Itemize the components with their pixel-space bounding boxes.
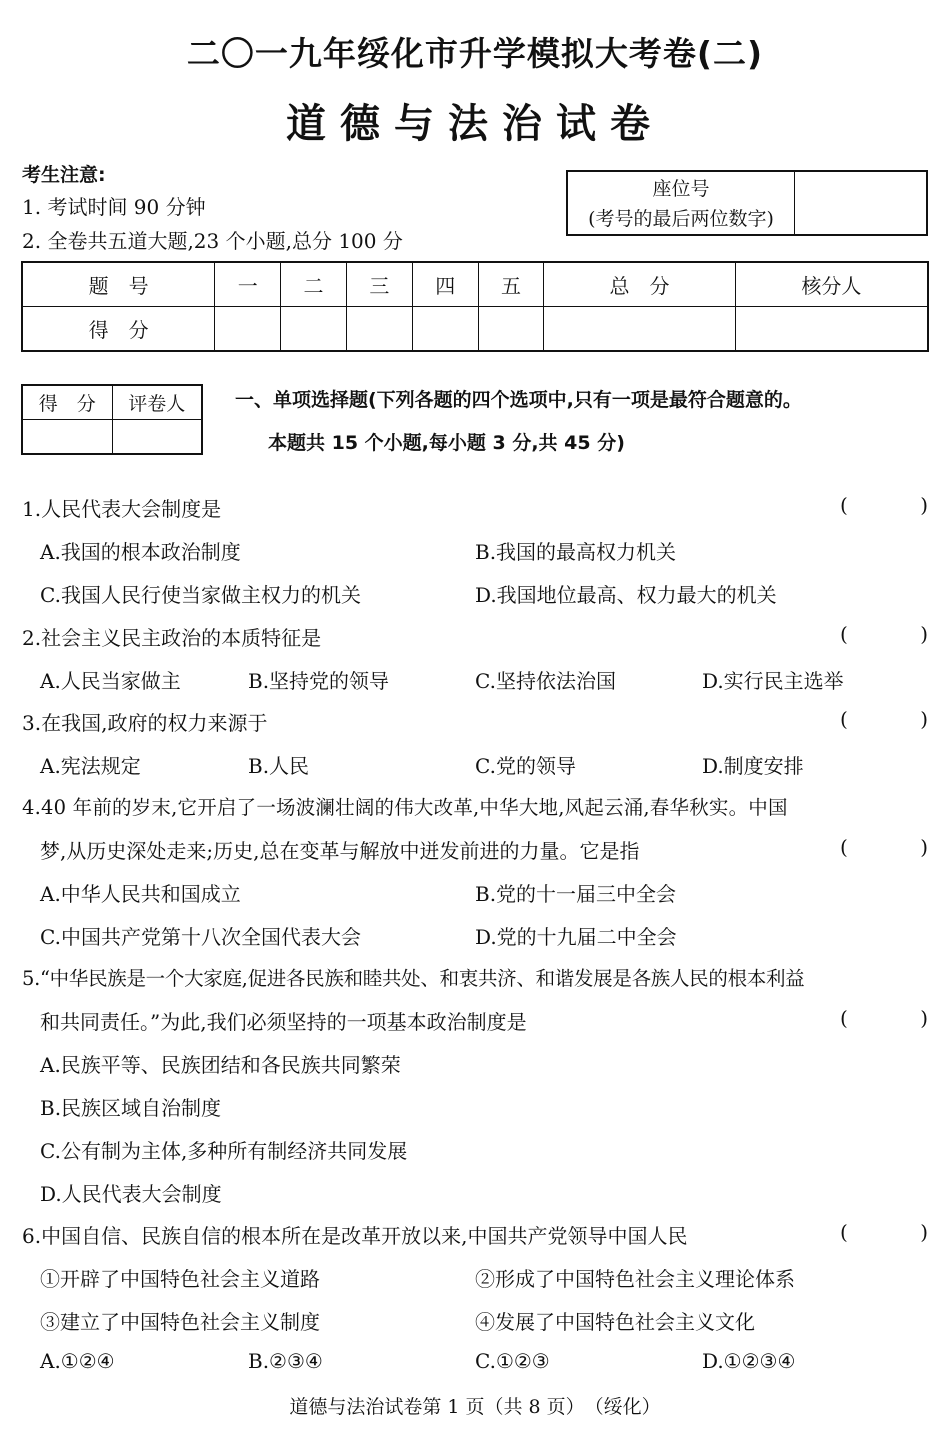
score-header-cell: 题 号 bbox=[22, 262, 215, 307]
option: B.党的十一届三中全会 bbox=[475, 882, 677, 906]
option: A.人民当家做主 bbox=[40, 669, 181, 693]
grader-box bbox=[21, 384, 203, 455]
option: B.人民 bbox=[248, 754, 310, 778]
option: C.公有制为主体,多种所有制经济共同发展 bbox=[40, 1139, 408, 1163]
option: D.制度安排 bbox=[702, 754, 804, 778]
grader-score-label: 得 分 bbox=[22, 385, 112, 420]
score-row-label: 得 分 bbox=[22, 307, 215, 352]
seat-label-line: 座位号 bbox=[652, 178, 710, 200]
section-heading: 一、单项选择题(下列各题的四个选项中,只有一项是最符合题意的。 bbox=[235, 389, 802, 411]
score-header-cell: 二 bbox=[281, 262, 347, 307]
option: C.党的领导 bbox=[475, 754, 576, 778]
option: C.坚持依法治国 bbox=[475, 669, 616, 693]
notice-item: 1. 考试时间 90 分钟 bbox=[22, 195, 206, 219]
question-stem-cont: 和共同责任。”为此,我们必须坚持的一项基本政治制度是 bbox=[40, 1010, 527, 1034]
statement: ③建立了中国特色社会主义制度 bbox=[40, 1310, 320, 1334]
option: C.①②③ bbox=[475, 1349, 550, 1373]
option: B.我国的最高权力机关 bbox=[475, 540, 677, 564]
option: D.人民代表大会制度 bbox=[40, 1182, 222, 1206]
option: B.②③④ bbox=[248, 1349, 323, 1373]
option: A.中华人民共和国成立 bbox=[40, 882, 241, 906]
section-instructions: 本题共 15 个小题,每小题 3 分,共 45 分) bbox=[268, 432, 625, 454]
option: D.党的十九届二中全会 bbox=[475, 925, 677, 949]
seat-number-field[interactable] bbox=[795, 172, 926, 234]
question-stem: 2.社会主义民主政治的本质特征是 bbox=[22, 626, 322, 650]
question-stem: 4.40 年前的岁末,它开启了一场波澜壮阔的伟大改革,中华大地,风起云涌,春华秋实。中国 bbox=[22, 796, 788, 819]
seat-number-box bbox=[566, 170, 928, 236]
question-stem: 1.人民代表大会制度是 bbox=[22, 497, 222, 521]
option: A.宪法规定 bbox=[40, 754, 141, 778]
answer-bracket[interactable]: ( ) bbox=[840, 493, 928, 517]
answer-bracket[interactable]: ( ) bbox=[840, 707, 928, 731]
exam-title: 二〇一九年绥化市升学模拟大考卷(二) bbox=[186, 34, 764, 73]
question-stem: 3.在我国,政府的权力来源于 bbox=[22, 711, 268, 735]
score-header-cell: 核分人 bbox=[735, 262, 928, 307]
option: C.中国共产党第十八次全国代表大会 bbox=[40, 925, 361, 949]
grader-score-cell[interactable] bbox=[22, 420, 112, 455]
score-cell[interactable] bbox=[281, 307, 347, 352]
page-footer: 道德与法治试卷第 1 页（共 8 页） （绥化） bbox=[289, 1396, 661, 1418]
answer-bracket[interactable]: ( ) bbox=[840, 835, 928, 859]
score-cell[interactable] bbox=[478, 307, 544, 352]
subject-title: 道德与法治试卷 bbox=[286, 101, 664, 147]
option: D.实行民主选举 bbox=[702, 669, 844, 693]
score-cell[interactable] bbox=[735, 307, 928, 352]
score-header-cell: 五 bbox=[478, 262, 544, 307]
seat-number-label bbox=[568, 172, 795, 234]
grader-name-label: 评卷人 bbox=[112, 385, 202, 420]
statement: ①开辟了中国特色社会主义道路 bbox=[40, 1267, 320, 1291]
score-table-score-row bbox=[22, 307, 928, 352]
score-table bbox=[21, 261, 929, 352]
answer-bracket[interactable]: ( ) bbox=[840, 622, 928, 646]
grader-name-cell[interactable] bbox=[112, 420, 202, 455]
score-table-header-row bbox=[22, 262, 928, 307]
option: D.我国地位最高、权力最大的机关 bbox=[475, 583, 777, 607]
score-header-cell: 总 分 bbox=[544, 262, 735, 307]
score-header-cell: 四 bbox=[412, 262, 478, 307]
option: B.民族区域自治制度 bbox=[40, 1096, 222, 1120]
question-stem: 6.中国自信、民族自信的根本所在是改革开放以来,中国共产党领导中国人民 bbox=[22, 1224, 688, 1248]
answer-bracket[interactable]: ( ) bbox=[840, 1006, 928, 1030]
statement: ②形成了中国特色社会主义理论体系 bbox=[475, 1267, 795, 1291]
notice-heading: 考生注意: bbox=[22, 164, 106, 186]
statement: ④发展了中国特色社会主义文化 bbox=[475, 1310, 755, 1334]
option: D.①②③④ bbox=[702, 1349, 796, 1373]
option: A.我国的根本政治制度 bbox=[40, 540, 241, 564]
option: A.①②④ bbox=[40, 1349, 115, 1373]
answer-bracket[interactable]: ( ) bbox=[840, 1220, 928, 1244]
score-cell[interactable] bbox=[215, 307, 281, 352]
option: B.坚持党的领导 bbox=[248, 669, 390, 693]
score-cell[interactable] bbox=[346, 307, 412, 352]
notice-item: 2. 全卷共五道大题,23 个小题,总分 100 分 bbox=[22, 229, 403, 253]
question-stem-cont: 梦,从历史深处走来;历史,总在变革与解放中迸发前进的力量。它是指 bbox=[40, 839, 640, 863]
option: A.民族平等、民族团结和各民族共同繁荣 bbox=[40, 1053, 401, 1077]
score-cell[interactable] bbox=[544, 307, 735, 352]
seat-label-note: (考号的最后两位数字) bbox=[588, 208, 774, 230]
question-stem: 5.“中华民族是一个大家庭,促进各民族和睦共处、和衷共济、和谐发展是各族人民的根本利益 bbox=[22, 967, 805, 990]
option: C.我国人民行使当家做主权力的机关 bbox=[40, 583, 361, 607]
score-cell[interactable] bbox=[412, 307, 478, 352]
score-header-cell: 三 bbox=[346, 262, 412, 307]
score-header-cell: 一 bbox=[215, 262, 281, 307]
